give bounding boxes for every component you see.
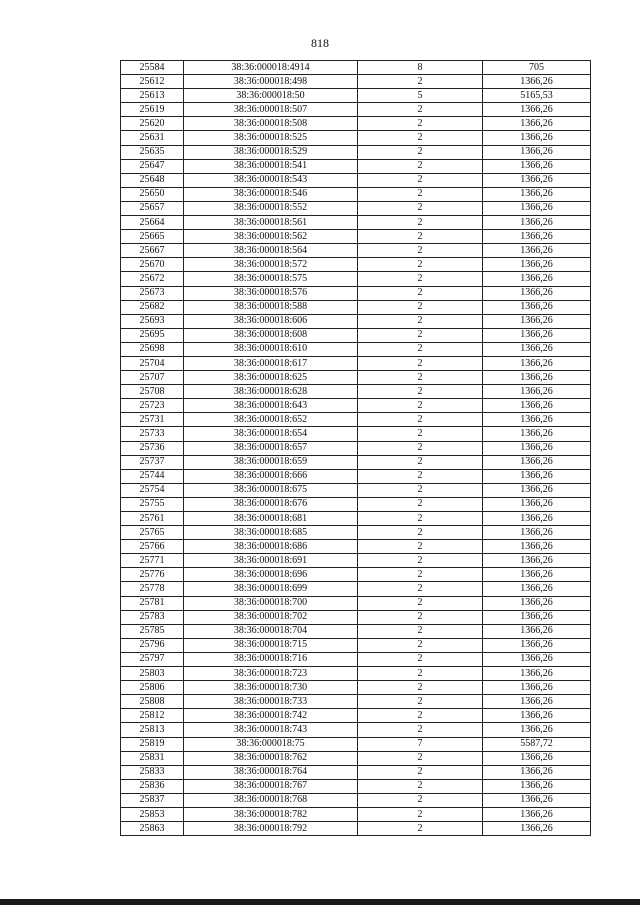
table-row	[121, 568, 591, 582]
cadastral-number-cell: 38:36:000018:691	[184, 554, 358, 568]
row-number-cell: 25819	[121, 737, 184, 751]
count-cell: 2	[358, 483, 483, 497]
area-cell: 1366,26	[483, 652, 591, 666]
count-cell: 2	[358, 399, 483, 413]
row-number-cell: 25744	[121, 469, 184, 483]
cadastral-number-cell: 38:36:000018:716	[184, 652, 358, 666]
count-cell: 2	[358, 427, 483, 441]
table-row	[121, 244, 591, 258]
cadastral-number-cell: 38:36:000018:699	[184, 582, 358, 596]
count-cell: 2	[358, 103, 483, 117]
count-cell: 2	[358, 371, 483, 385]
table-row	[121, 526, 591, 540]
row-number-cell: 25737	[121, 455, 184, 469]
table-row	[121, 173, 591, 187]
cadastral-number-cell: 38:36:000018:617	[184, 356, 358, 370]
table-row	[121, 695, 591, 709]
row-number-cell: 25707	[121, 371, 184, 385]
area-cell: 1366,26	[483, 75, 591, 89]
cadastral-number-cell: 38:36:000018:576	[184, 286, 358, 300]
row-number-cell: 25650	[121, 187, 184, 201]
area-cell: 1366,26	[483, 582, 591, 596]
cadastral-number-cell: 38:36:000018:792	[184, 822, 358, 836]
cadastral-number-cell: 38:36:000018:508	[184, 117, 358, 131]
table-body	[121, 61, 591, 836]
cadastral-number-cell: 38:36:000018:606	[184, 314, 358, 328]
row-number-cell: 25781	[121, 596, 184, 610]
table-row	[121, 737, 591, 751]
row-number-cell: 25785	[121, 624, 184, 638]
row-number-cell: 25731	[121, 413, 184, 427]
count-cell: 2	[358, 455, 483, 469]
cadastral-number-cell: 38:36:000018:652	[184, 413, 358, 427]
count-cell: 2	[358, 582, 483, 596]
row-number-cell: 25755	[121, 497, 184, 511]
area-cell: 1366,26	[483, 709, 591, 723]
count-cell: 2	[358, 568, 483, 582]
row-number-cell: 25673	[121, 286, 184, 300]
row-number-cell: 25836	[121, 779, 184, 793]
row-number-cell: 25813	[121, 723, 184, 737]
count-cell: 2	[358, 751, 483, 765]
row-number-cell: 25837	[121, 793, 184, 807]
cadastral-number-cell: 38:36:000018:764	[184, 765, 358, 779]
row-number-cell: 25723	[121, 399, 184, 413]
count-cell: 2	[358, 356, 483, 370]
row-number-cell: 25613	[121, 89, 184, 103]
cadastral-number-cell: 38:36:000018:657	[184, 441, 358, 455]
count-cell: 2	[358, 723, 483, 737]
row-number-cell: 25584	[121, 61, 184, 75]
cadastral-number-cell: 38:36:000018:676	[184, 497, 358, 511]
table-row	[121, 230, 591, 244]
count-cell: 2	[358, 216, 483, 230]
cadastral-number-cell: 38:36:000018:546	[184, 187, 358, 201]
area-cell: 5165,53	[483, 89, 591, 103]
table-row	[121, 216, 591, 230]
count-cell: 2	[358, 695, 483, 709]
row-number-cell: 25812	[121, 709, 184, 723]
count-cell: 2	[358, 413, 483, 427]
table-row	[121, 779, 591, 793]
area-cell: 1366,26	[483, 610, 591, 624]
row-number-cell: 25853	[121, 807, 184, 821]
area-cell: 1366,26	[483, 272, 591, 286]
row-number-cell: 25667	[121, 244, 184, 258]
row-number-cell: 25631	[121, 131, 184, 145]
area-cell: 1366,26	[483, 131, 591, 145]
cadastral-number-cell: 38:36:000018:562	[184, 230, 358, 244]
count-cell: 2	[358, 314, 483, 328]
table-row	[121, 765, 591, 779]
count-cell: 2	[358, 286, 483, 300]
count-cell: 2	[358, 709, 483, 723]
table-row	[121, 596, 591, 610]
table-row	[121, 681, 591, 695]
table-row	[121, 554, 591, 568]
count-cell: 2	[358, 793, 483, 807]
area-cell: 1366,26	[483, 413, 591, 427]
cadastral-number-cell: 38:36:000018:681	[184, 512, 358, 526]
area-cell: 1366,26	[483, 187, 591, 201]
cadastral-number-cell: 38:36:000018:686	[184, 540, 358, 554]
area-cell: 1366,26	[483, 723, 591, 737]
table-row	[121, 89, 591, 103]
area-cell: 1366,26	[483, 230, 591, 244]
row-number-cell: 25657	[121, 201, 184, 215]
row-number-cell: 25647	[121, 159, 184, 173]
area-cell: 1366,26	[483, 328, 591, 342]
cadastral-number-cell: 38:36:000018:700	[184, 596, 358, 610]
row-number-cell: 25619	[121, 103, 184, 117]
area-cell: 705	[483, 61, 591, 75]
table-row	[121, 469, 591, 483]
table-row	[121, 413, 591, 427]
count-cell: 2	[358, 187, 483, 201]
count-cell: 2	[358, 554, 483, 568]
row-number-cell: 25672	[121, 272, 184, 286]
cadastral-number-cell: 38:36:000018:4914	[184, 61, 358, 75]
area-cell: 1366,26	[483, 356, 591, 370]
row-number-cell: 25806	[121, 681, 184, 695]
area-cell: 1366,26	[483, 258, 591, 272]
cadastral-number-cell: 38:36:000018:715	[184, 638, 358, 652]
row-number-cell: 25708	[121, 385, 184, 399]
cadastral-number-cell: 38:36:000018:625	[184, 371, 358, 385]
row-number-cell: 25776	[121, 568, 184, 582]
count-cell: 2	[358, 131, 483, 145]
area-cell: 1366,26	[483, 103, 591, 117]
count-cell: 7	[358, 737, 483, 751]
row-number-cell: 25664	[121, 216, 184, 230]
area-cell: 1366,26	[483, 793, 591, 807]
row-number-cell: 25733	[121, 427, 184, 441]
table-row	[121, 159, 591, 173]
cadastral-number-cell: 38:36:000018:742	[184, 709, 358, 723]
count-cell: 2	[358, 159, 483, 173]
table-row	[121, 286, 591, 300]
table-row	[121, 638, 591, 652]
cadastral-number-cell: 38:36:000018:564	[184, 244, 358, 258]
area-cell: 1366,26	[483, 765, 591, 779]
table-row	[121, 201, 591, 215]
cadastral-number-cell: 38:36:000018:702	[184, 610, 358, 624]
row-number-cell: 25796	[121, 638, 184, 652]
row-number-cell: 25736	[121, 441, 184, 455]
count-cell: 2	[358, 822, 483, 836]
count-cell: 2	[358, 258, 483, 272]
count-cell: 2	[358, 681, 483, 695]
count-cell: 2	[358, 173, 483, 187]
cadastral-number-cell: 38:36:000018:696	[184, 568, 358, 582]
count-cell: 2	[358, 610, 483, 624]
area-cell: 1366,26	[483, 216, 591, 230]
row-number-cell: 25808	[121, 695, 184, 709]
table-row	[121, 807, 591, 821]
area-cell: 1366,26	[483, 173, 591, 187]
cadastral-number-cell: 38:36:000018:588	[184, 300, 358, 314]
area-cell: 1366,26	[483, 201, 591, 215]
count-cell: 2	[358, 244, 483, 258]
area-cell: 1366,26	[483, 596, 591, 610]
table-row	[121, 385, 591, 399]
area-cell: 1366,26	[483, 540, 591, 554]
table-row	[121, 272, 591, 286]
count-cell: 2	[358, 469, 483, 483]
table-row	[121, 667, 591, 681]
row-number-cell: 25648	[121, 173, 184, 187]
cadastral-number-cell: 38:36:000018:50	[184, 89, 358, 103]
table-row	[121, 709, 591, 723]
area-cell: 1366,26	[483, 807, 591, 821]
count-cell: 2	[358, 230, 483, 244]
area-cell: 1366,26	[483, 512, 591, 526]
area-cell: 1366,26	[483, 526, 591, 540]
row-number-cell: 25831	[121, 751, 184, 765]
cadastral-number-cell: 38:36:000018:507	[184, 103, 358, 117]
cadastral-number-cell: 38:36:000018:628	[184, 385, 358, 399]
cadastral-number-cell: 38:36:000018:685	[184, 526, 358, 540]
area-cell: 1366,26	[483, 497, 591, 511]
area-cell: 1366,26	[483, 399, 591, 413]
cadastral-number-cell: 38:36:000018:733	[184, 695, 358, 709]
area-cell: 1366,26	[483, 145, 591, 159]
area-cell: 1366,26	[483, 300, 591, 314]
table-row	[121, 652, 591, 666]
row-number-cell: 25766	[121, 540, 184, 554]
count-cell: 2	[358, 300, 483, 314]
area-cell: 1366,26	[483, 568, 591, 582]
area-cell: 1366,26	[483, 695, 591, 709]
cadastral-number-cell: 38:36:000018:730	[184, 681, 358, 695]
cadastral-number-cell: 38:36:000018:723	[184, 667, 358, 681]
table-row	[121, 497, 591, 511]
count-cell: 2	[358, 385, 483, 399]
area-cell: 1366,26	[483, 469, 591, 483]
table-row	[121, 582, 591, 596]
area-cell: 1366,26	[483, 314, 591, 328]
count-cell: 2	[358, 145, 483, 159]
area-cell: 1366,26	[483, 667, 591, 681]
cadastral-number-cell: 38:36:000018:75	[184, 737, 358, 751]
table-row	[121, 483, 591, 497]
count-cell: 2	[358, 779, 483, 793]
count-cell: 2	[358, 540, 483, 554]
area-cell: 1366,26	[483, 681, 591, 695]
count-cell: 2	[358, 596, 483, 610]
area-cell: 5587,72	[483, 737, 591, 751]
area-cell: 1366,26	[483, 342, 591, 356]
cadastral-number-cell: 38:36:000018:543	[184, 173, 358, 187]
table-row	[121, 399, 591, 413]
count-cell: 2	[358, 807, 483, 821]
row-number-cell: 25670	[121, 258, 184, 272]
row-number-cell: 25765	[121, 526, 184, 540]
area-cell: 1366,26	[483, 244, 591, 258]
cadastral-number-cell: 38:36:000018:654	[184, 427, 358, 441]
count-cell: 8	[358, 61, 483, 75]
table-row	[121, 328, 591, 342]
area-cell: 1366,26	[483, 638, 591, 652]
table-row	[121, 793, 591, 807]
table-row	[121, 131, 591, 145]
cadastral-number-cell: 38:36:000018:666	[184, 469, 358, 483]
row-number-cell: 25695	[121, 328, 184, 342]
cadastral-number-cell: 38:36:000018:704	[184, 624, 358, 638]
cadastral-number-cell: 38:36:000018:643	[184, 399, 358, 413]
table-row	[121, 61, 591, 75]
count-cell: 2	[358, 512, 483, 526]
table-row	[121, 822, 591, 836]
cadastral-number-cell: 38:36:000018:767	[184, 779, 358, 793]
area-cell: 1366,26	[483, 159, 591, 173]
count-cell: 2	[358, 342, 483, 356]
row-number-cell: 25761	[121, 512, 184, 526]
row-number-cell: 25833	[121, 765, 184, 779]
row-number-cell: 25704	[121, 356, 184, 370]
table-row	[121, 723, 591, 737]
count-cell: 2	[358, 328, 483, 342]
table-row	[121, 624, 591, 638]
row-number-cell: 25771	[121, 554, 184, 568]
row-number-cell: 25778	[121, 582, 184, 596]
cadastral-number-cell: 38:36:000018:675	[184, 483, 358, 497]
count-cell: 2	[358, 272, 483, 286]
row-number-cell: 25693	[121, 314, 184, 328]
area-cell: 1366,26	[483, 779, 591, 793]
area-cell: 1366,26	[483, 441, 591, 455]
area-cell: 1366,26	[483, 554, 591, 568]
area-cell: 1366,26	[483, 117, 591, 131]
row-number-cell: 25783	[121, 610, 184, 624]
count-cell: 2	[358, 667, 483, 681]
area-cell: 1366,26	[483, 624, 591, 638]
cadastral-number-cell: 38:36:000018:762	[184, 751, 358, 765]
count-cell: 2	[358, 638, 483, 652]
count-cell: 2	[358, 765, 483, 779]
cadastral-number-cell: 38:36:000018:768	[184, 793, 358, 807]
count-cell: 2	[358, 497, 483, 511]
cadastral-number-cell: 38:36:000018:743	[184, 723, 358, 737]
cadastral-number-cell: 38:36:000018:529	[184, 145, 358, 159]
table-row	[121, 610, 591, 624]
count-cell: 2	[358, 652, 483, 666]
row-number-cell: 25803	[121, 667, 184, 681]
cadastral-number-cell: 38:36:000018:575	[184, 272, 358, 286]
cadastral-number-cell: 38:36:000018:608	[184, 328, 358, 342]
table-row	[121, 427, 591, 441]
table-row	[121, 512, 591, 526]
table-row	[121, 356, 591, 370]
cadastral-number-cell: 38:36:000018:610	[184, 342, 358, 356]
area-cell: 1366,26	[483, 483, 591, 497]
table-row	[121, 187, 591, 201]
row-number-cell: 25797	[121, 652, 184, 666]
count-cell: 2	[358, 624, 483, 638]
row-number-cell: 25754	[121, 483, 184, 497]
row-number-cell: 25612	[121, 75, 184, 89]
area-cell: 1366,26	[483, 286, 591, 300]
table-row	[121, 300, 591, 314]
cadastral-number-cell: 38:36:000018:561	[184, 216, 358, 230]
cadastral-number-cell: 38:36:000018:498	[184, 75, 358, 89]
table-row	[121, 258, 591, 272]
cadastral-number-cell: 38:36:000018:541	[184, 159, 358, 173]
page-number: 818	[311, 36, 329, 50]
row-number-cell: 25698	[121, 342, 184, 356]
table-row	[121, 455, 591, 469]
count-cell: 2	[358, 201, 483, 215]
area-cell: 1366,26	[483, 385, 591, 399]
table-row	[121, 103, 591, 117]
table-row	[121, 342, 591, 356]
table-row	[121, 75, 591, 89]
count-cell: 2	[358, 75, 483, 89]
data-table	[120, 60, 591, 836]
row-number-cell: 25620	[121, 117, 184, 131]
table-row	[121, 371, 591, 385]
row-number-cell: 25863	[121, 822, 184, 836]
area-cell: 1366,26	[483, 371, 591, 385]
table-row	[121, 441, 591, 455]
row-number-cell: 25665	[121, 230, 184, 244]
row-number-cell: 25682	[121, 300, 184, 314]
area-cell: 1366,26	[483, 427, 591, 441]
area-cell: 1366,26	[483, 822, 591, 836]
row-number-cell: 25635	[121, 145, 184, 159]
count-cell: 5	[358, 89, 483, 103]
cadastral-number-cell: 38:36:000018:525	[184, 131, 358, 145]
cadastral-number-cell: 38:36:000018:572	[184, 258, 358, 272]
table-row	[121, 117, 591, 131]
count-cell: 2	[358, 117, 483, 131]
area-cell: 1366,26	[483, 751, 591, 765]
table-row	[121, 540, 591, 554]
area-cell: 1366,26	[483, 455, 591, 469]
table-row	[121, 751, 591, 765]
cadastral-number-cell: 38:36:000018:659	[184, 455, 358, 469]
cadastral-number-cell: 38:36:000018:552	[184, 201, 358, 215]
cadastral-number-cell: 38:36:000018:782	[184, 807, 358, 821]
count-cell: 2	[358, 441, 483, 455]
table-row	[121, 145, 591, 159]
data-table-container	[120, 60, 590, 836]
table-row	[121, 314, 591, 328]
count-cell: 2	[358, 526, 483, 540]
scan-bottom-edge	[0, 899, 640, 905]
